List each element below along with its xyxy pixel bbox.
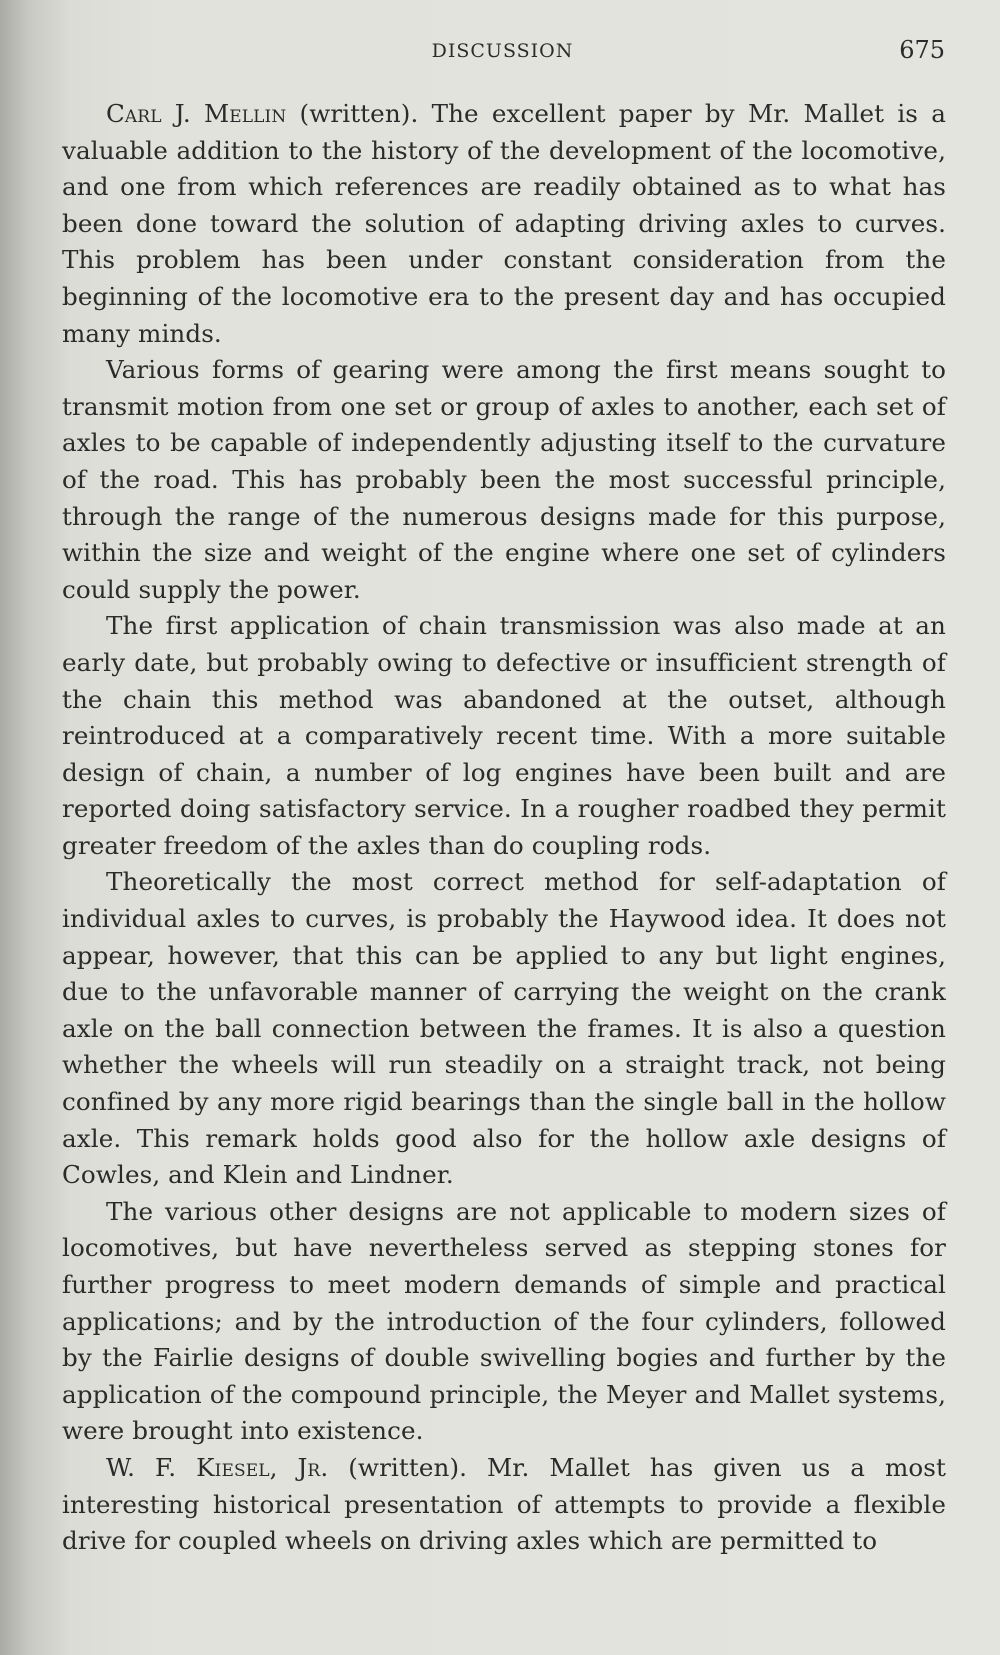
paragraph-text: Various forms of gearing were among the first means sought to transmit motion from one set or group of axles to another, each set of axles to be capable of independently adjusting itself to the curvature of the road. This has probably been the most successful principle, through the range of the numerous designs made for this purpose, within the size and weight of the engine where one set of cylinders could supply the power. — [62, 355, 946, 604]
running-head — [60, 36, 945, 66]
paragraph-gearing — [62, 352, 946, 608]
paragraph-mellin — [62, 96, 946, 352]
paragraph-text: The various other designs are not applicable to modern sizes of locomotives, but have nevertheless served as stepping stones for further progress to meet modern demands of simple and practical applications; and by the introduction of the four cylinders, followed by the Fairlie designs of double swivelling bogies and further by the application of the compound principle, the Meyer and Mallet systems, were brought into existence. — [62, 1196, 946, 1446]
page-number: 675 — [899, 36, 945, 64]
paragraph-haywood — [62, 864, 946, 1193]
body-text — [62, 96, 946, 1560]
paragraph-other-designs — [62, 1194, 946, 1450]
paragraph-text: The first application of chain transmission was also made at an early date, but probably owing to defective or insufficient strength of the chain this method was abandoned at the outset, although reintroduced at a comparatively recent time. With a more suitable design of chain, a number of log engines have been built and are reported doing satisfactory service. In a rougher roadbed they permit greater freedom of the axles than do coupling rods. — [62, 611, 946, 860]
paragraph-kiesel — [62, 1450, 946, 1560]
paragraph-text: (written). Mr. Mallet has given us a most interesting historical presentation of attempts to provide a flexible drive for coupled wheels on driving axles which are permitted to — [62, 1452, 946, 1556]
speaker-name: Carl J. Mellin — [106, 99, 287, 128]
paragraph-text: (written). The excellent paper by Mr. Mallet is a valuable addition to the history of the development of the locomotive, and one from which references are readily obtained as to what has been done toward the solution of adapting driving axles to curves. This problem has been under constant consideration from the beginning of the locomotive era to the present day and has occupied many minds. — [62, 99, 946, 348]
paragraph-chain — [62, 608, 946, 864]
speaker-name: W. F. Kiesel, Jr. — [106, 1452, 329, 1482]
paragraph-text: Theoretically the most correct method for self-adaptation of individual axles to curves, is probably the Haywood idea. It does not appear, however, that this can be applied to any but light engines, due to the unfavorable manner of carrying the weight on the crank axle on the ball connection between the frames. It is also a question whether the wheels will run steadily on a straight track, not being confined by any more rigid bearings than the single ball in the hollow axle. This remark holds good also for the hollow axle designs of Cowles, and Klein and Lindner. — [62, 867, 946, 1190]
running-title: DISCUSSION — [431, 40, 574, 62]
